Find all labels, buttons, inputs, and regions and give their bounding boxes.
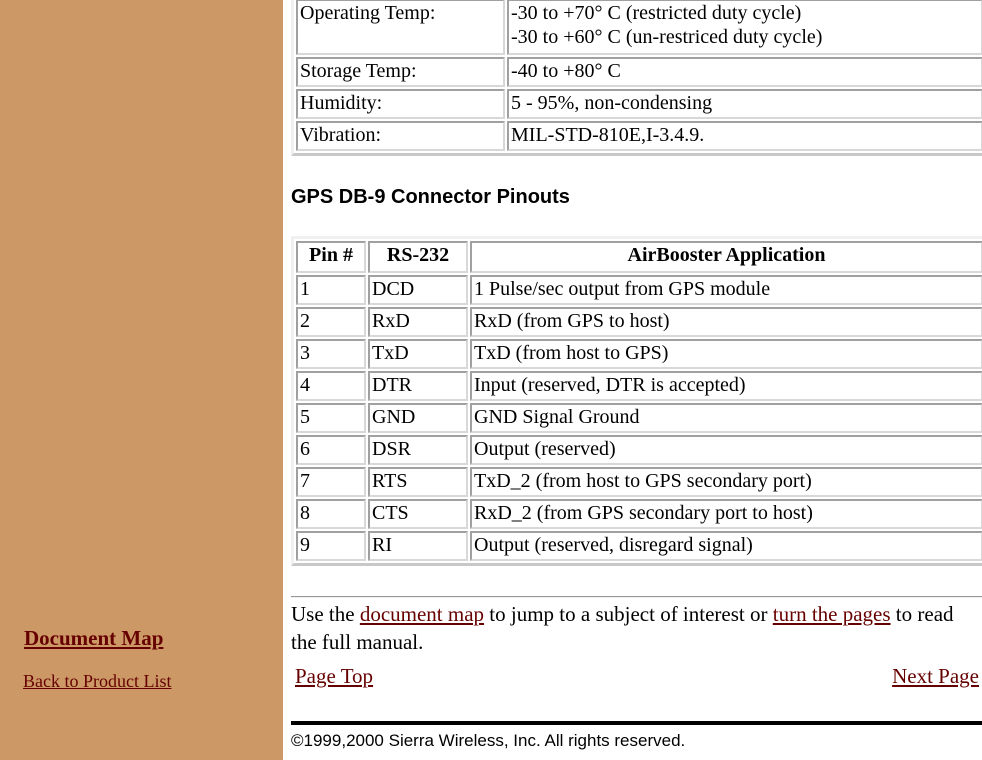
- pinout-application: 1 Pulse/sec output from GPS module: [470, 275, 982, 305]
- next-page-link[interactable]: Next Page: [892, 664, 979, 688]
- copyright: ©1999,2000 Sierra Wireless, Inc. All rights reserved.: [291, 731, 686, 750]
- pinout-rs232-signal: DSR: [368, 435, 468, 465]
- pinout-pin-number: 8: [296, 499, 366, 529]
- environment-row: [296, 0, 982, 55]
- nav-text-after: to read the full manual.: [291, 602, 954, 654]
- pinout-rs232-signal: DTR: [368, 371, 468, 401]
- nav-text-middle: to jump to a subject of interest or: [484, 602, 773, 626]
- turn-the-pages-link[interactable]: turn the pages: [772, 602, 891, 626]
- header-pin: Pin #: [296, 241, 366, 273]
- pinout-pin-number: 4: [296, 371, 366, 401]
- section-title: GPS DB-9 Connector Pinouts: [291, 186, 570, 208]
- pinout-rs232-signal: TxD: [368, 339, 468, 369]
- pinout-row: [296, 435, 982, 465]
- pinout-pin-number: 1: [296, 275, 366, 305]
- environment-value: [507, 89, 982, 119]
- environment-value-line: MIL-STD-810E,I-3.4.9.: [511, 124, 705, 146]
- pinout-rs232-signal: CTS: [368, 499, 468, 529]
- document-map-link[interactable]: document map: [359, 602, 485, 626]
- pinout-rs232-signal: RI: [368, 531, 468, 561]
- pinout-row: [296, 467, 982, 497]
- pinout-pin-number: 7: [296, 467, 366, 497]
- pinout-row: [296, 403, 982, 433]
- environment-value: [507, 57, 982, 87]
- pinout-table: [294, 239, 982, 563]
- environment-table-frame: [291, 0, 982, 156]
- page-top-link[interactable]: Page Top: [295, 664, 374, 688]
- header-rs232: RS-232: [368, 241, 468, 273]
- pinout-row: [296, 499, 982, 529]
- environment-table: [294, 0, 982, 153]
- environment-row: [296, 89, 982, 119]
- pinout-application: Output (reserved): [470, 435, 982, 465]
- pinout-rs232-signal: RxD: [368, 307, 468, 337]
- pinout-rs232-signal: GND: [368, 403, 468, 433]
- pinout-row: [296, 531, 982, 561]
- pinout-application: Output (reserved, disregard signal): [470, 531, 982, 561]
- pinout-pin-number: 5: [296, 403, 366, 433]
- pinout-row: [296, 275, 982, 305]
- pinout-pin-number: 9: [296, 531, 366, 561]
- sidebar-document-map-link[interactable]: Document Map: [24, 626, 164, 650]
- footer-divider: [291, 721, 982, 725]
- pinout-pin-number: 2: [296, 307, 366, 337]
- environment-label: Storage Temp:: [296, 57, 505, 87]
- environment-row: [296, 57, 982, 87]
- pinout-application: TxD (from host to GPS): [470, 339, 982, 369]
- pinout-row: [296, 307, 982, 337]
- pinout-application: GND Signal Ground: [470, 403, 982, 433]
- pinout-application: RxD (from GPS to host): [470, 307, 982, 337]
- environment-label: Vibration:: [296, 121, 505, 151]
- pinout-application: RxD_2 (from GPS secondary port to host): [470, 499, 982, 529]
- pinout-rs232-signal: DCD: [368, 275, 468, 305]
- environment-label: Humidity:: [296, 89, 505, 119]
- divider: [291, 596, 982, 598]
- environment-value-line: -40 to +80° C: [511, 60, 621, 82]
- pinout-application: Input (reserved, DTR is accepted): [470, 371, 982, 401]
- header-application: AirBooster Application: [470, 241, 982, 273]
- pinout-row: [296, 339, 982, 369]
- pinout-rs232-signal: RTS: [368, 467, 468, 497]
- pinout-pin-number: 3: [296, 339, 366, 369]
- environment-value-line: -30 to +60° C (un-restriced duty cycle): [511, 26, 823, 48]
- pinout-table-frame: [291, 236, 982, 566]
- pinout-header-row: [296, 241, 982, 273]
- pinout-row: [296, 371, 982, 401]
- sidebar: [0, 0, 283, 760]
- nav-text-before: Use the: [291, 602, 360, 626]
- environment-row: [296, 121, 982, 151]
- pinout-pin-number: 6: [296, 435, 366, 465]
- environment-value: [507, 121, 982, 151]
- navigation-text: [291, 600, 971, 656]
- environment-label: Operating Temp:: [296, 0, 505, 55]
- environment-value-line: 5 - 95%, non-condensing: [511, 92, 713, 114]
- environment-value: [507, 0, 982, 55]
- pinout-application: TxD_2 (from host to GPS secondary port): [470, 467, 982, 497]
- back-to-product-list-link[interactable]: Back to Product List: [23, 671, 172, 691]
- environment-value-line: -30 to +70° C (restricted duty cycle): [511, 2, 802, 24]
